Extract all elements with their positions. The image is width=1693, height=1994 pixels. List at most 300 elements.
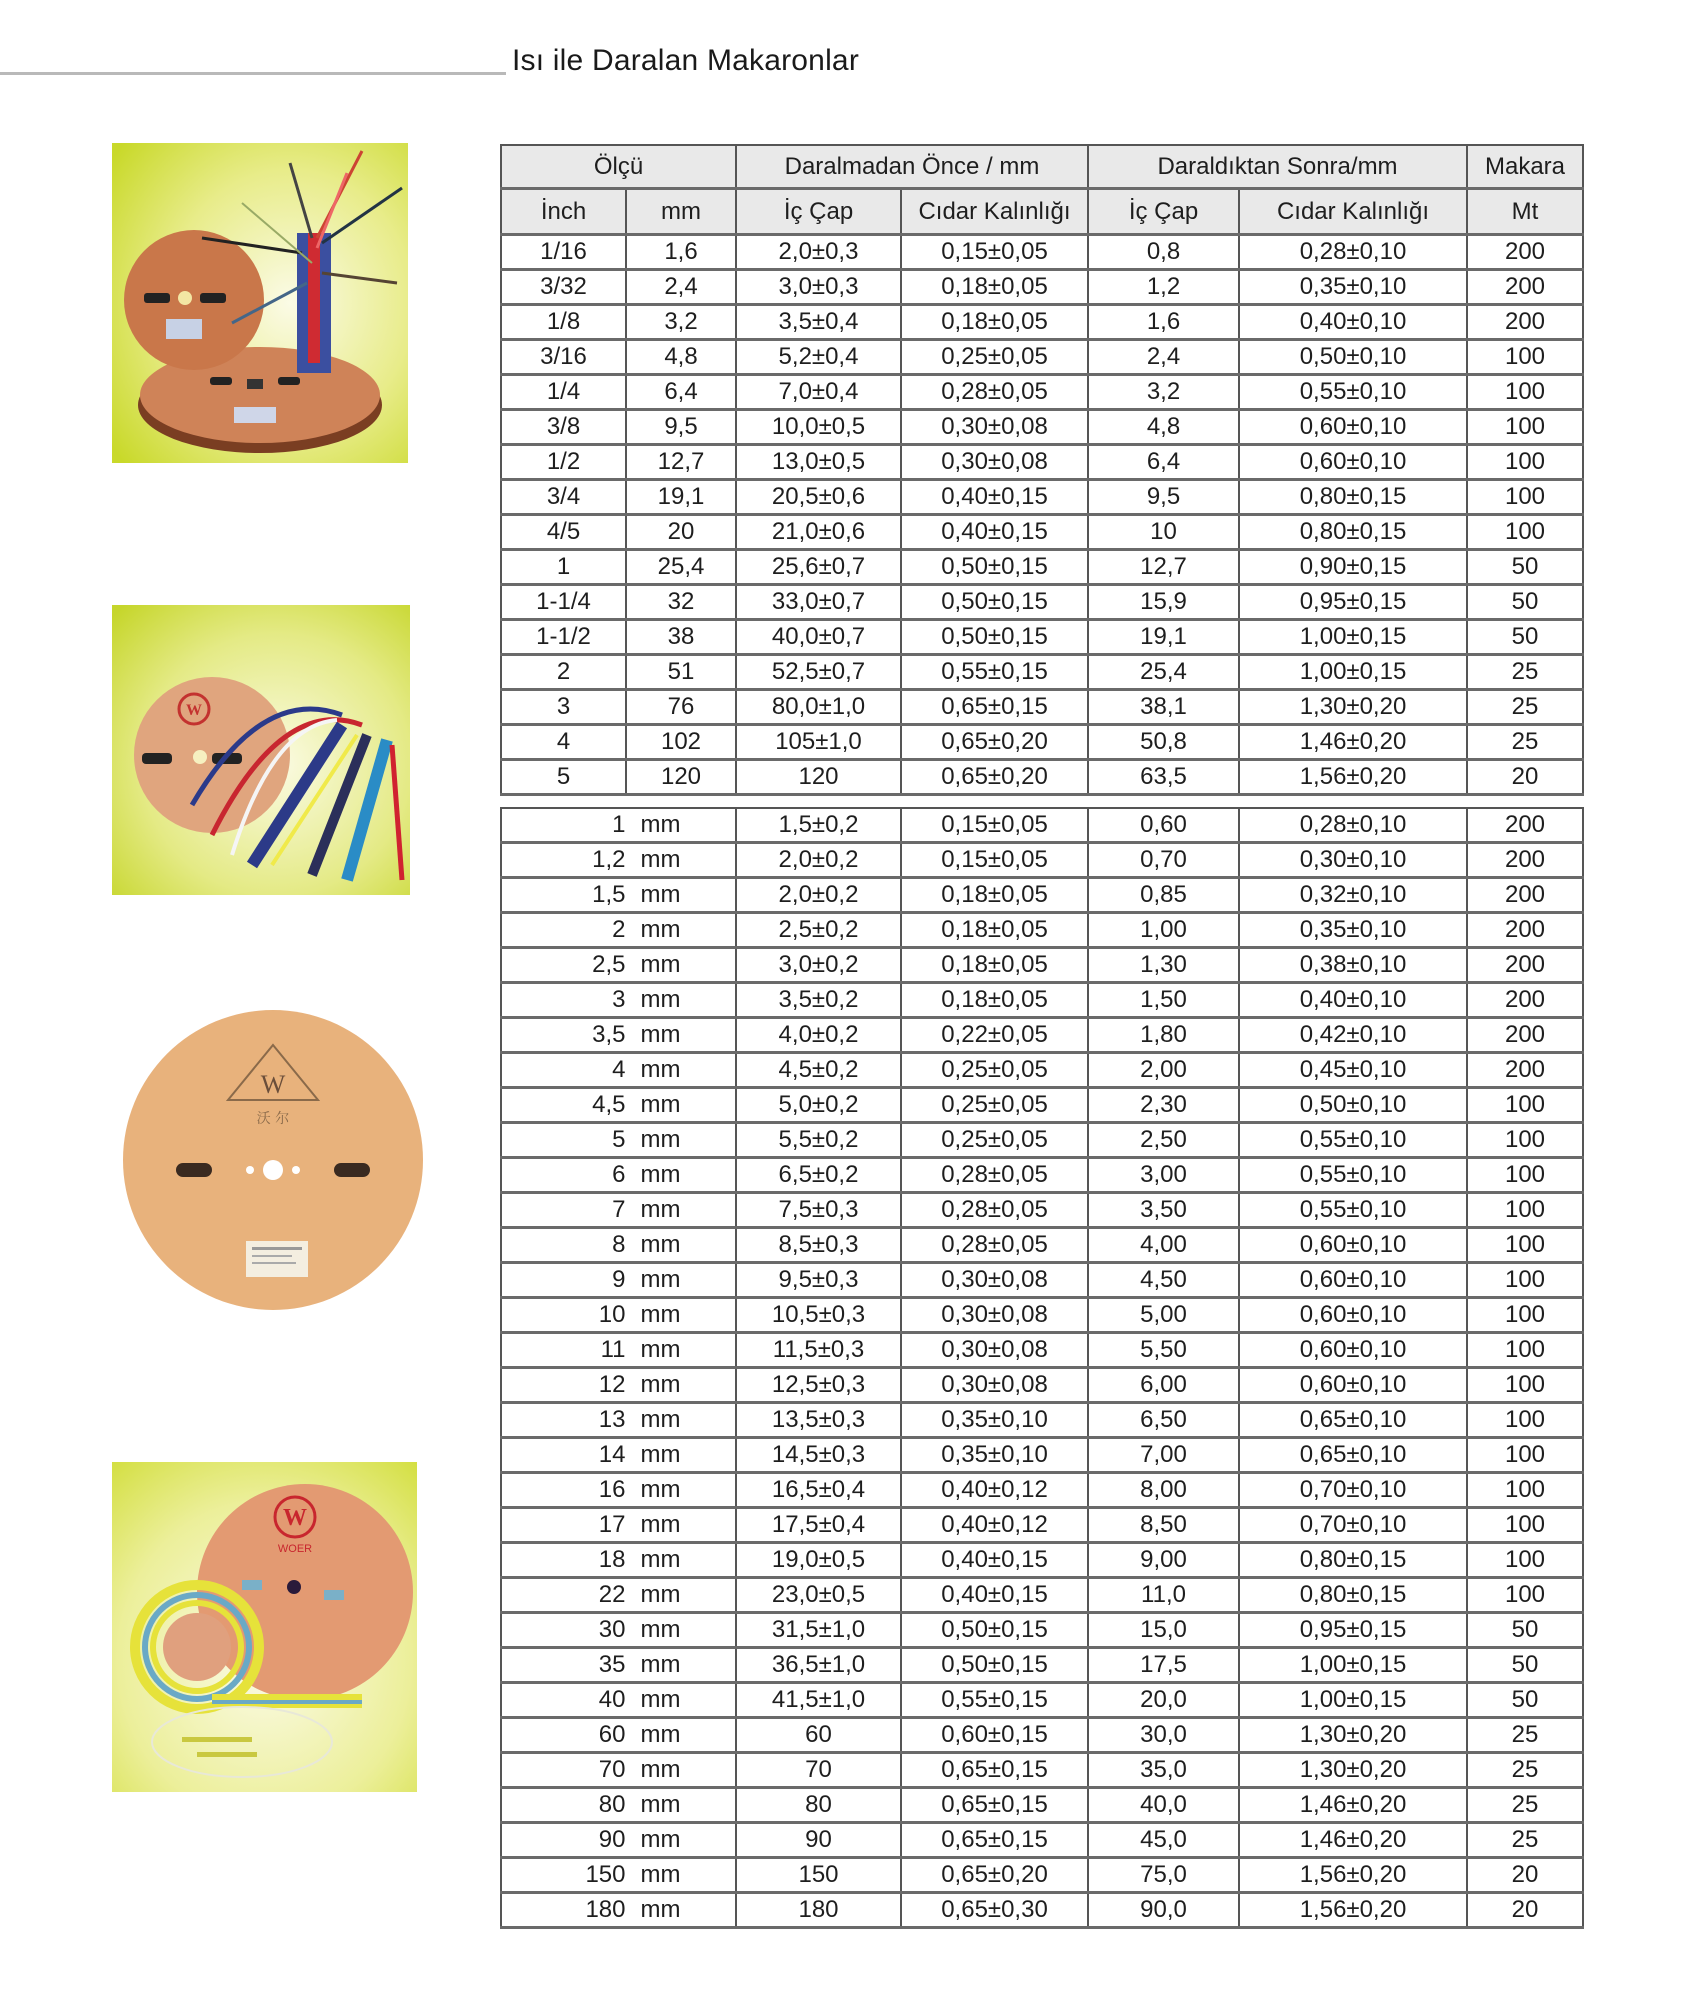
size-number: 80 xyxy=(598,1791,626,1818)
size-value xyxy=(502,1614,735,1646)
cell-size xyxy=(501,1298,736,1333)
size-number: 1 xyxy=(612,811,626,838)
cell-after-wall: 0,80±0,15 xyxy=(1239,1578,1467,1613)
size-value xyxy=(502,1334,735,1366)
cell-reel: 100 xyxy=(1467,445,1583,480)
cell-reel: 100 xyxy=(1467,1438,1583,1473)
svg-text:W: W xyxy=(283,1505,307,1531)
cell-reel: 100 xyxy=(1467,1263,1583,1298)
cell-inch: 3 xyxy=(501,690,626,725)
cell-after-inner: 1,50 xyxy=(1088,983,1239,1018)
cell-after-wall: 1,46±0,20 xyxy=(1239,1823,1467,1858)
cell-before-wall: 0,18±0,05 xyxy=(901,913,1088,948)
spec-table-mm xyxy=(500,807,1584,1929)
size-unit: mm xyxy=(640,1511,681,1538)
size-number: 14 xyxy=(598,1441,626,1468)
cell-inch: 4 xyxy=(501,725,626,760)
cell-before-wall: 0,65±0,20 xyxy=(901,1858,1088,1893)
size-number: 4,5 xyxy=(592,1091,626,1118)
header-before-shrink: Daralmadan Önce / mm xyxy=(736,145,1088,189)
cell-before-inner: 90 xyxy=(736,1823,901,1858)
title-rule xyxy=(0,72,506,75)
size-value xyxy=(502,1509,735,1541)
cell-mm: 76 xyxy=(626,690,736,725)
cell-after-wall: 0,65±0,10 xyxy=(1239,1438,1467,1473)
size-unit: mm xyxy=(640,1791,681,1818)
cell-size xyxy=(501,913,736,948)
cell-reel: 100 xyxy=(1467,1193,1583,1228)
cell-inch: 1/2 xyxy=(501,445,626,480)
size-value xyxy=(502,1719,735,1751)
cell-reel: 200 xyxy=(1467,235,1583,270)
cell-inch: 1/8 xyxy=(501,305,626,340)
cell-before-inner: 13,0±0,5 xyxy=(736,445,901,480)
cell-before-inner: 7,0±0,4 xyxy=(736,375,901,410)
cell-size xyxy=(501,1718,736,1753)
size-value xyxy=(502,1019,735,1051)
table-row xyxy=(501,340,1583,375)
subheader-after-wall-thickness: Cıdar Kalınlığı xyxy=(1239,189,1467,235)
cell-after-inner: 1,00 xyxy=(1088,913,1239,948)
cell-after-wall: 0,35±0,10 xyxy=(1239,270,1467,305)
table-row xyxy=(501,1403,1583,1438)
cell-size xyxy=(501,1438,736,1473)
cell-after-inner: 1,80 xyxy=(1088,1018,1239,1053)
size-number: 17 xyxy=(598,1511,626,1538)
header-after-shrink: Daraldıktan Sonra/mm xyxy=(1088,145,1467,189)
cell-before-wall: 0,65±0,15 xyxy=(901,1823,1088,1858)
cell-after-wall: 0,95±0,15 xyxy=(1239,585,1467,620)
cell-after-inner: 4,50 xyxy=(1088,1263,1239,1298)
cell-after-wall: 1,30±0,20 xyxy=(1239,690,1467,725)
cell-inch: 1-1/4 xyxy=(501,585,626,620)
size-number: 1,2 xyxy=(592,846,626,873)
cell-before-inner: 3,0±0,2 xyxy=(736,948,901,983)
cell-after-wall: 0,45±0,10 xyxy=(1239,1053,1467,1088)
cell-size xyxy=(501,878,736,913)
cell-after-inner: 6,4 xyxy=(1088,445,1239,480)
size-number: 3 xyxy=(612,986,626,1013)
cell-before-wall: 0,25±0,05 xyxy=(901,1088,1088,1123)
cell-reel: 25 xyxy=(1467,1788,1583,1823)
cell-reel: 100 xyxy=(1467,1158,1583,1193)
cell-after-wall: 0,70±0,10 xyxy=(1239,1473,1467,1508)
cell-inch: 4/5 xyxy=(501,515,626,550)
size-unit: mm xyxy=(640,881,681,908)
cell-before-inner: 19,0±0,5 xyxy=(736,1543,901,1578)
product-photo-spool-colored-tubes xyxy=(112,605,410,895)
size-number: 7 xyxy=(612,1196,626,1223)
size-unit: mm xyxy=(640,1021,681,1048)
table-row xyxy=(501,1753,1583,1788)
table-row xyxy=(501,1088,1583,1123)
cell-reel: 200 xyxy=(1467,808,1583,843)
cell-reel: 100 xyxy=(1467,375,1583,410)
cell-reel: 100 xyxy=(1467,1123,1583,1158)
cell-size xyxy=(501,1473,736,1508)
cell-reel: 25 xyxy=(1467,655,1583,690)
table-row xyxy=(501,1368,1583,1403)
cell-before-inner: 3,5±0,4 xyxy=(736,305,901,340)
size-value xyxy=(502,1264,735,1296)
cell-reel: 100 xyxy=(1467,1578,1583,1613)
table-row xyxy=(501,410,1583,445)
size-number: 12 xyxy=(598,1371,626,1398)
cell-after-inner: 19,1 xyxy=(1088,620,1239,655)
size-unit: mm xyxy=(640,1441,681,1468)
size-number: 22 xyxy=(598,1581,626,1608)
size-number: 3,5 xyxy=(592,1021,626,1048)
cell-reel: 100 xyxy=(1467,1298,1583,1333)
page-title: Isı ile Daralan Makaronlar xyxy=(512,44,860,77)
cell-after-inner: 0,60 xyxy=(1088,808,1239,843)
cell-reel: 100 xyxy=(1467,1088,1583,1123)
cell-after-inner: 40,0 xyxy=(1088,1788,1239,1823)
size-unit: mm xyxy=(640,1301,681,1328)
cell-mm: 102 xyxy=(626,725,736,760)
cell-before-wall: 0,25±0,05 xyxy=(901,340,1088,375)
cell-after-inner: 17,5 xyxy=(1088,1648,1239,1683)
cell-reel: 200 xyxy=(1467,305,1583,340)
size-value xyxy=(502,1754,735,1786)
cell-inch: 3/4 xyxy=(501,480,626,515)
size-number: 35 xyxy=(598,1651,626,1678)
cell-before-inner: 23,0±0,5 xyxy=(736,1578,901,1613)
cell-before-inner: 180 xyxy=(736,1893,901,1928)
size-number: 9 xyxy=(612,1266,626,1293)
cell-size xyxy=(501,1648,736,1683)
cell-inch: 1-1/2 xyxy=(501,620,626,655)
cell-before-wall: 0,40±0,15 xyxy=(901,480,1088,515)
size-value xyxy=(502,1229,735,1261)
table-row xyxy=(501,620,1583,655)
cell-after-wall: 0,50±0,10 xyxy=(1239,340,1467,375)
cell-after-wall: 1,56±0,20 xyxy=(1239,760,1467,795)
size-unit: mm xyxy=(640,1651,681,1678)
cell-reel: 20 xyxy=(1467,760,1583,795)
cell-mm: 25,4 xyxy=(626,550,736,585)
cell-after-wall: 1,00±0,15 xyxy=(1239,1648,1467,1683)
cell-before-wall: 0,30±0,08 xyxy=(901,1298,1088,1333)
size-unit: mm xyxy=(640,1546,681,1573)
cell-reel: 200 xyxy=(1467,983,1583,1018)
cell-mm: 1,6 xyxy=(626,235,736,270)
product-photo-yellow-green-roll xyxy=(112,1462,417,1792)
cell-before-inner: 5,5±0,2 xyxy=(736,1123,901,1158)
cell-before-wall: 0,35±0,10 xyxy=(901,1403,1088,1438)
cell-reel: 50 xyxy=(1467,1613,1583,1648)
cell-size xyxy=(501,948,736,983)
cell-reel: 50 xyxy=(1467,620,1583,655)
table-row xyxy=(501,1123,1583,1158)
cell-inch: 2 xyxy=(501,655,626,690)
subheader-inch: İnch xyxy=(501,189,626,235)
table-row xyxy=(501,480,1583,515)
cell-before-inner: 10,0±0,5 xyxy=(736,410,901,445)
size-number: 2,5 xyxy=(592,951,626,978)
cell-before-wall: 0,40±0,15 xyxy=(901,1543,1088,1578)
table-row xyxy=(501,1158,1583,1193)
cell-before-inner: 41,5±1,0 xyxy=(736,1683,901,1718)
table-row xyxy=(501,515,1583,550)
cell-before-inner: 4,5±0,2 xyxy=(736,1053,901,1088)
cell-after-inner: 8,50 xyxy=(1088,1508,1239,1543)
cell-after-inner: 11,0 xyxy=(1088,1578,1239,1613)
table-row xyxy=(501,725,1583,760)
cell-after-inner: 63,5 xyxy=(1088,760,1239,795)
table-row xyxy=(501,445,1583,480)
size-unit: mm xyxy=(640,1091,681,1118)
cell-after-wall: 1,46±0,20 xyxy=(1239,725,1467,760)
cell-inch: 1/16 xyxy=(501,235,626,270)
svg-text:沃 尔: 沃 尔 xyxy=(256,1111,290,1127)
table-row xyxy=(501,235,1583,270)
cell-after-inner: 15,0 xyxy=(1088,1613,1239,1648)
cell-before-wall: 0,50±0,15 xyxy=(901,1648,1088,1683)
cell-after-inner: 1,6 xyxy=(1088,305,1239,340)
table-row xyxy=(501,1473,1583,1508)
cell-before-inner: 17,5±0,4 xyxy=(736,1508,901,1543)
cell-before-inner: 10,5±0,3 xyxy=(736,1298,901,1333)
cell-before-wall: 0,18±0,05 xyxy=(901,270,1088,305)
size-unit: mm xyxy=(640,846,681,873)
cell-before-wall: 0,35±0,10 xyxy=(901,1438,1088,1473)
cell-reel: 50 xyxy=(1467,1683,1583,1718)
size-value xyxy=(502,1789,735,1821)
cell-size xyxy=(501,1753,736,1788)
cell-after-wall: 0,50±0,10 xyxy=(1239,1088,1467,1123)
cell-before-wall: 0,40±0,12 xyxy=(901,1473,1088,1508)
cell-inch: 3/32 xyxy=(501,270,626,305)
cell-after-inner: 0,70 xyxy=(1088,843,1239,878)
cell-after-inner: 15,9 xyxy=(1088,585,1239,620)
cell-before-wall: 0,28±0,05 xyxy=(901,375,1088,410)
table-row xyxy=(501,1858,1583,1893)
cell-size xyxy=(501,1893,736,1928)
cell-after-wall: 1,30±0,20 xyxy=(1239,1718,1467,1753)
cell-before-inner: 2,0±0,2 xyxy=(736,878,901,913)
cell-size xyxy=(501,1193,736,1228)
size-number: 40 xyxy=(598,1686,626,1713)
cell-after-inner: 0,8 xyxy=(1088,235,1239,270)
size-unit: mm xyxy=(640,1196,681,1223)
size-unit: mm xyxy=(640,1056,681,1083)
cell-before-wall: 0,65±0,30 xyxy=(901,1893,1088,1928)
cell-after-inner: 7,00 xyxy=(1088,1438,1239,1473)
cell-size xyxy=(501,1333,736,1368)
size-unit: mm xyxy=(640,1861,681,1888)
cell-mm: 2,4 xyxy=(626,270,736,305)
cell-before-inner: 80,0±1,0 xyxy=(736,690,901,725)
table-row xyxy=(501,1578,1583,1613)
cell-before-wall: 0,18±0,05 xyxy=(901,878,1088,913)
size-unit: mm xyxy=(640,1616,681,1643)
cell-after-inner: 2,00 xyxy=(1088,1053,1239,1088)
cell-after-wall: 0,55±0,10 xyxy=(1239,1193,1467,1228)
cell-before-inner: 8,5±0,3 xyxy=(736,1228,901,1263)
cell-before-inner: 52,5±0,7 xyxy=(736,655,901,690)
cell-before-inner: 2,0±0,3 xyxy=(736,235,901,270)
cell-before-wall: 0,65±0,15 xyxy=(901,1788,1088,1823)
cell-reel: 200 xyxy=(1467,843,1583,878)
cell-after-wall: 1,00±0,15 xyxy=(1239,620,1467,655)
table-row xyxy=(501,1438,1583,1473)
product-photo-spools-bundle xyxy=(112,143,408,463)
cell-before-wall: 0,15±0,05 xyxy=(901,843,1088,878)
size-unit: mm xyxy=(640,1371,681,1398)
table-row xyxy=(501,913,1583,948)
size-unit: mm xyxy=(640,951,681,978)
cell-inch: 1 xyxy=(501,550,626,585)
cell-before-inner: 5,0±0,2 xyxy=(736,1088,901,1123)
cell-before-wall: 0,30±0,08 xyxy=(901,410,1088,445)
cell-after-wall: 0,60±0,10 xyxy=(1239,1263,1467,1298)
table-row xyxy=(501,1018,1583,1053)
table-row xyxy=(501,1683,1583,1718)
size-value xyxy=(502,1089,735,1121)
cell-before-wall: 0,40±0,15 xyxy=(901,1578,1088,1613)
size-value xyxy=(502,879,735,911)
cell-after-wall: 0,55±0,10 xyxy=(1239,1158,1467,1193)
cell-size xyxy=(501,1123,736,1158)
cell-reel: 100 xyxy=(1467,1368,1583,1403)
cell-before-wall: 0,50±0,15 xyxy=(901,550,1088,585)
cell-after-inner: 5,00 xyxy=(1088,1298,1239,1333)
size-number: 18 xyxy=(598,1546,626,1573)
cell-after-inner: 20,0 xyxy=(1088,1683,1239,1718)
product-photo-spool-front xyxy=(118,1005,428,1315)
cell-before-wall: 0,50±0,15 xyxy=(901,585,1088,620)
table-row xyxy=(501,760,1583,795)
cell-inch: 5 xyxy=(501,760,626,795)
size-number: 150 xyxy=(585,1861,626,1888)
size-value xyxy=(502,1579,735,1611)
size-unit: mm xyxy=(640,1581,681,1608)
cell-before-inner: 33,0±0,7 xyxy=(736,585,901,620)
table-row xyxy=(501,1193,1583,1228)
cell-mm: 120 xyxy=(626,760,736,795)
cell-after-wall: 1,56±0,20 xyxy=(1239,1858,1467,1893)
cell-after-inner: 0,85 xyxy=(1088,878,1239,913)
cell-after-inner: 8,00 xyxy=(1088,1473,1239,1508)
cell-before-wall: 0,28±0,05 xyxy=(901,1158,1088,1193)
cell-after-inner: 2,4 xyxy=(1088,340,1239,375)
size-unit: mm xyxy=(640,1756,681,1783)
cell-before-wall: 0,65±0,15 xyxy=(901,690,1088,725)
header-size: Ölçü xyxy=(501,145,736,189)
cell-before-inner: 20,5±0,6 xyxy=(736,480,901,515)
size-unit: mm xyxy=(640,1406,681,1433)
cell-reel: 50 xyxy=(1467,585,1583,620)
cell-after-inner: 9,5 xyxy=(1088,480,1239,515)
cell-reel: 25 xyxy=(1467,725,1583,760)
cell-inch: 3/8 xyxy=(501,410,626,445)
cell-before-wall: 0,65±0,15 xyxy=(901,1753,1088,1788)
subheader-before-inner-diameter: İç Çap xyxy=(736,189,901,235)
cell-before-wall: 0,25±0,05 xyxy=(901,1053,1088,1088)
size-value xyxy=(502,1824,735,1856)
size-number: 11 xyxy=(600,1336,626,1363)
cell-after-wall: 0,55±0,10 xyxy=(1239,375,1467,410)
cell-after-wall: 0,60±0,10 xyxy=(1239,1298,1467,1333)
cell-before-inner: 36,5±1,0 xyxy=(736,1648,901,1683)
cell-before-wall: 0,15±0,05 xyxy=(901,235,1088,270)
size-unit: mm xyxy=(640,1721,681,1748)
cell-reel: 50 xyxy=(1467,550,1583,585)
size-value xyxy=(502,844,735,876)
size-value xyxy=(502,1684,735,1716)
cell-size xyxy=(501,1368,736,1403)
size-number: 5 xyxy=(612,1126,626,1153)
cell-before-inner: 14,5±0,3 xyxy=(736,1438,901,1473)
cell-reel: 100 xyxy=(1467,340,1583,375)
cell-reel: 25 xyxy=(1467,1823,1583,1858)
cell-after-wall: 0,38±0,10 xyxy=(1239,948,1467,983)
cell-before-inner: 3,5±0,2 xyxy=(736,983,901,1018)
cell-size xyxy=(501,1228,736,1263)
cell-after-inner: 4,8 xyxy=(1088,410,1239,445)
size-value xyxy=(502,1194,735,1226)
cell-before-wall: 0,28±0,05 xyxy=(901,1193,1088,1228)
table-row xyxy=(501,690,1583,725)
table-row xyxy=(501,550,1583,585)
cell-before-wall: 0,30±0,08 xyxy=(901,1333,1088,1368)
cell-after-wall: 0,32±0,10 xyxy=(1239,878,1467,913)
size-unit: mm xyxy=(640,1231,681,1258)
size-unit: mm xyxy=(640,986,681,1013)
cell-mm: 51 xyxy=(626,655,736,690)
table-row xyxy=(501,1263,1583,1298)
cell-reel: 20 xyxy=(1467,1893,1583,1928)
cell-before-inner: 13,5±0,3 xyxy=(736,1403,901,1438)
cell-before-wall: 0,30±0,08 xyxy=(901,1368,1088,1403)
size-number: 8 xyxy=(612,1231,626,1258)
cell-after-inner: 2,30 xyxy=(1088,1088,1239,1123)
cell-after-inner: 45,0 xyxy=(1088,1823,1239,1858)
size-number: 30 xyxy=(598,1616,626,1643)
table-row xyxy=(501,1333,1583,1368)
cell-before-wall: 0,28±0,05 xyxy=(901,1228,1088,1263)
size-value xyxy=(502,1159,735,1191)
size-value xyxy=(502,1894,735,1926)
cell-reel: 25 xyxy=(1467,1718,1583,1753)
cell-after-inner: 6,50 xyxy=(1088,1403,1239,1438)
size-value xyxy=(502,914,735,946)
svg-text:W: W xyxy=(186,702,202,719)
cell-before-inner: 150 xyxy=(736,1858,901,1893)
cell-before-inner: 2,5±0,2 xyxy=(736,913,901,948)
size-unit: mm xyxy=(640,1266,681,1293)
cell-after-wall: 0,65±0,10 xyxy=(1239,1403,1467,1438)
table-row xyxy=(501,375,1583,410)
cell-reel: 100 xyxy=(1467,1333,1583,1368)
cell-after-inner: 75,0 xyxy=(1088,1858,1239,1893)
cell-before-wall: 0,22±0,05 xyxy=(901,1018,1088,1053)
cell-before-inner: 105±1,0 xyxy=(736,725,901,760)
cell-size xyxy=(501,1613,736,1648)
cell-mm: 6,4 xyxy=(626,375,736,410)
cell-after-wall: 0,80±0,15 xyxy=(1239,480,1467,515)
table-row xyxy=(501,983,1583,1018)
cell-after-wall: 0,40±0,10 xyxy=(1239,305,1467,340)
table-row xyxy=(501,948,1583,983)
cell-before-wall: 0,15±0,05 xyxy=(901,808,1088,843)
cell-before-inner: 120 xyxy=(736,760,901,795)
size-unit: mm xyxy=(640,811,681,838)
size-number: 16 xyxy=(598,1476,626,1503)
cell-after-inner: 35,0 xyxy=(1088,1753,1239,1788)
size-unit: mm xyxy=(640,1896,681,1923)
